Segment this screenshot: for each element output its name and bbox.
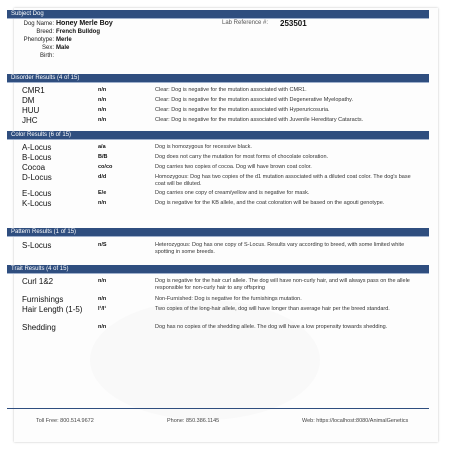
lab-ref: 253501 — [280, 19, 307, 28]
color-result: n/n — [98, 200, 107, 206]
subject-header: Subject Dog — [7, 10, 429, 19]
lab-ref-label: Lab Reference #: — [222, 20, 269, 26]
color-locus: D-Locus — [22, 173, 52, 182]
breed-label: Breed: — [36, 29, 54, 35]
trait-header: Trait Results (4 of 15) — [7, 265, 429, 274]
color-locus: Cocoa — [22, 163, 46, 172]
watermark — [90, 300, 320, 420]
trait-locus: Furnishings — [22, 295, 64, 304]
disorder-locus: JHC — [22, 116, 38, 125]
color-result: co/co — [98, 164, 113, 170]
footer-divider — [7, 408, 429, 409]
disorder-desc: Clear: Dog is negative for the mutation associated with CMR1. — [155, 87, 307, 93]
color-desc: Dog does not carry the mutation for most forms of chocolate coloration. — [155, 154, 329, 160]
color-result: a/a — [98, 144, 106, 150]
dog-name-label: Dog Name: — [23, 21, 54, 27]
disorder-result: n/n — [98, 107, 107, 113]
breed: French Bulldog — [56, 29, 100, 35]
trait-result: l¹/l¹ — [98, 306, 107, 312]
pattern-locus: S-Locus — [22, 241, 52, 250]
trait-locus: Shedding — [22, 323, 56, 332]
disorder-desc: Clear: Dog is negative for the mutation associated with Hyperuricosuria. — [155, 107, 330, 113]
trait-result: n/n — [98, 278, 107, 284]
dog-name: Honey Merle Boy — [56, 20, 113, 27]
color-locus: E-Locus — [22, 189, 52, 198]
pattern-result: n/S — [98, 242, 107, 248]
footer-web: Web: https://localhost:8080/AnimalGenetics — [302, 418, 409, 424]
trait-result: n/n — [98, 324, 107, 330]
disorder-desc: Clear: Dog is negative for the mutation associated with Juvenile Hereditary Cataracts. — [155, 117, 364, 123]
sex-label: Sex: — [41, 45, 54, 51]
disorder-result: n/n — [98, 97, 107, 103]
disorder-result: n/n — [98, 87, 107, 93]
disorder-desc: Clear: Dog is negative for the mutation associated with Degenerative Myelopathy. — [155, 97, 354, 103]
color-desc: Dog carries one copy of cream/yellow and is negative for mask. — [155, 190, 310, 196]
color-desc: Homozygous: Dog has two copies of the d1 mutation associated with a diluted coat color. The dog's base coat will be diluted. — [155, 174, 411, 187]
pattern-desc: Heterozygous: Dog has one copy of S-Locus. Results vary according to breed, with some limited white spotting in some breeds. — [155, 242, 405, 255]
disorder-locus: HUU — [22, 106, 40, 115]
color-desc: Dog is homozygous for recessive black. — [155, 144, 252, 150]
color-desc: Dog carries two copies of cocoa. Dog will have brown coat color. — [155, 164, 312, 170]
color-locus: K-Locus — [22, 199, 52, 208]
birth-label: Birth: — [39, 53, 54, 59]
color-result: d/d — [98, 174, 107, 180]
color-header: Color Results (6 of 15) — [7, 131, 429, 140]
color-result: E/e — [98, 190, 107, 196]
disorder-result: n/n — [98, 117, 107, 123]
footer-toll-free: Toll Free: 800.514.9672 — [36, 418, 94, 424]
trait-result: n/n — [98, 296, 107, 302]
trait-desc: Two copies of the long-hair allele, dog will have longer than average hair per the breed standard. — [155, 306, 390, 312]
phenotype: Merle — [56, 37, 72, 43]
disorder-header: Disorder Results (4 of 15) — [7, 74, 429, 83]
trait-desc: Dog is negative for the hair curl allele. The dog will have non-curly hair, and will always pass on the allele responsible for non-curly hair to any offspring — [155, 278, 410, 291]
trait-desc: Dog has no copies of the shedding allele. The dog will have a low propensity towards shedding. — [155, 324, 388, 330]
color-locus: A-Locus — [22, 143, 52, 152]
color-locus: B-Locus — [22, 153, 52, 162]
trait-desc: Non-Furnished: Dog is negative for the furnishings mutation. — [155, 296, 302, 302]
sex: Male — [56, 45, 70, 51]
pattern-header: Pattern Results (1 of 15) — [7, 228, 429, 237]
trait-locus: Hair Length (1-5) — [22, 305, 83, 314]
phenotype-label: Phenotype: — [23, 37, 54, 43]
color-result: B/B — [98, 154, 108, 160]
trait-locus: Curl 1&2 — [22, 277, 54, 286]
color-desc: Dog is negative for the KB allele, and the coat coloration will be based on the agouti genotype. — [155, 200, 385, 206]
disorder-locus: DM — [22, 96, 35, 105]
disorder-locus: CMR1 — [22, 86, 45, 95]
footer-phone: Phone: 850.386.1145 — [167, 418, 220, 424]
